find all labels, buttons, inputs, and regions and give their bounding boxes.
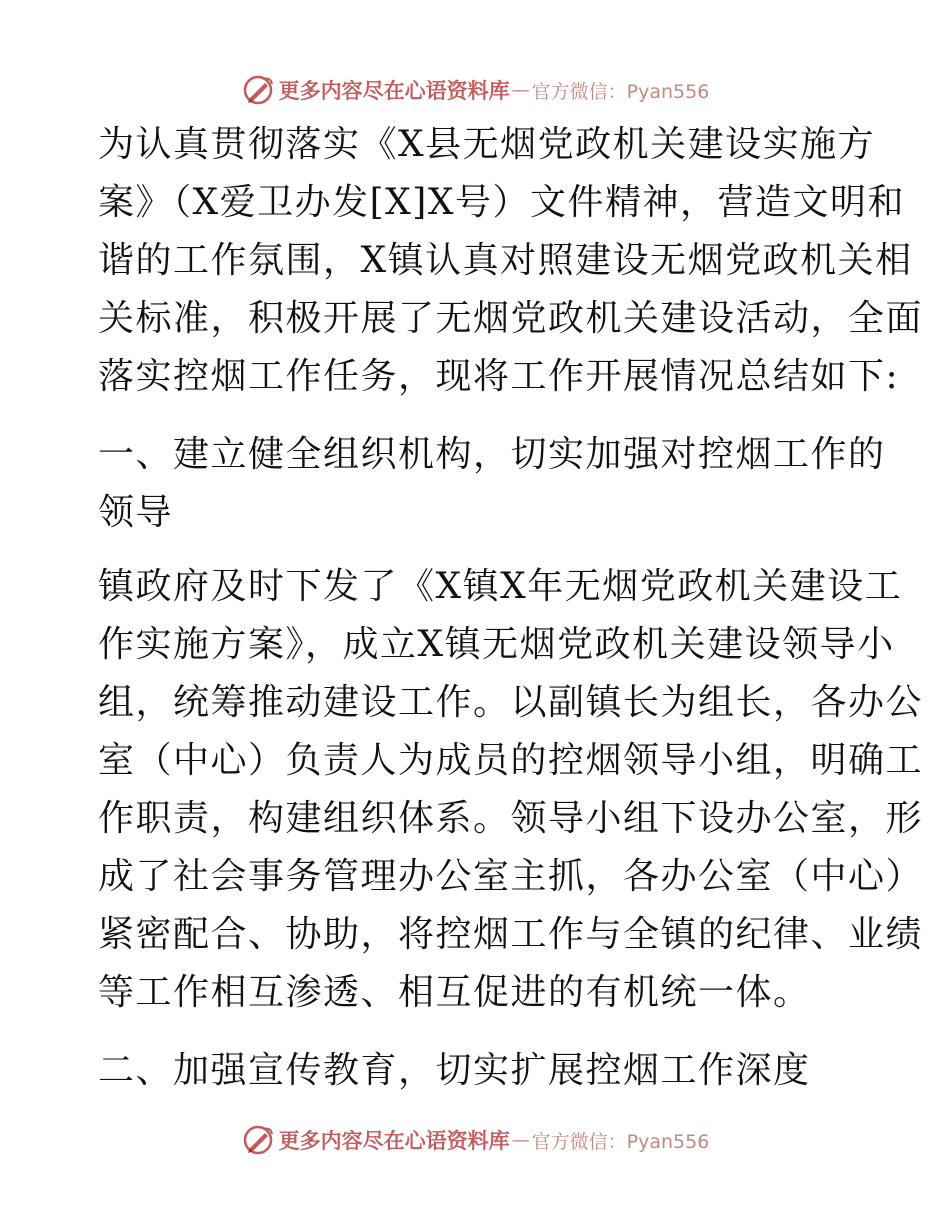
watermark-separator: — <box>511 79 530 101</box>
watermark-text: 更多内容尽在心语资料库 <box>278 1128 510 1153</box>
text-line: 镇政府及时下发了《X镇X年无烟党政机关建设工 <box>98 566 903 607</box>
text-line: 案》（X爱卫办发[X]X号）文件精神，营造文明和 <box>98 182 905 223</box>
text-line: 落实控烟工作任务，现将工作开展情况总结如下: <box>98 356 900 397</box>
text-line: 关标准，积极开展了无烟党政机关建设活动，全面 <box>98 298 924 339</box>
text-line: 作职责，构建组织体系。领导小组下设办公室，形 <box>98 798 924 839</box>
text-line: 等工作相互渗透、相互促进的有机统一体。 <box>98 972 811 1013</box>
watermark-text: 更多内容尽在心语资料库 <box>278 78 510 103</box>
pen-logo-icon <box>241 73 275 107</box>
watermark-contact: 官方微信：Pyan556 <box>531 1130 710 1153</box>
pen-logo-icon <box>241 1123 275 1157</box>
text-line: 领导 <box>98 492 174 533</box>
paragraph-intro <box>98 116 924 406</box>
text-line: 室（中心）负责人为成员的控烟领导小组，明确工 <box>98 740 924 781</box>
text-line: 二、加强宣传教育，切实扩展控烟工作深度 <box>98 1050 811 1091</box>
section-heading-1 <box>98 426 886 542</box>
watermark-banner-top <box>0 70 950 110</box>
text-line: 一、建立健全组织机构，切实加强对控烟工作的 <box>98 434 886 475</box>
text-line: 为认真贯彻落实《X县无烟党政机关建设实施方 <box>98 124 876 165</box>
text-line: 作实施方案》，成立X镇无烟党政机关建设领导小 <box>98 624 895 665</box>
text-line: 成了社会事务管理办公室主抓，各办公室（中心） <box>98 856 924 897</box>
text-line: 组，统筹推动建设工作。以副镇长为组长，各办公 <box>98 682 924 723</box>
text-line: 紧密配合、协助，将控烟工作与全镇的纪律、业绩 <box>98 914 924 955</box>
watermark-contact: 官方微信：Pyan556 <box>531 80 710 103</box>
watermark-separator: — <box>511 1129 530 1151</box>
text-line: 谐的工作氛围，X镇认真对照建设无烟党政机关相 <box>98 240 913 281</box>
paragraph-organization <box>98 558 924 1022</box>
section-heading-2 <box>98 1042 858 1100</box>
watermark-banner-bottom <box>0 1120 950 1160</box>
